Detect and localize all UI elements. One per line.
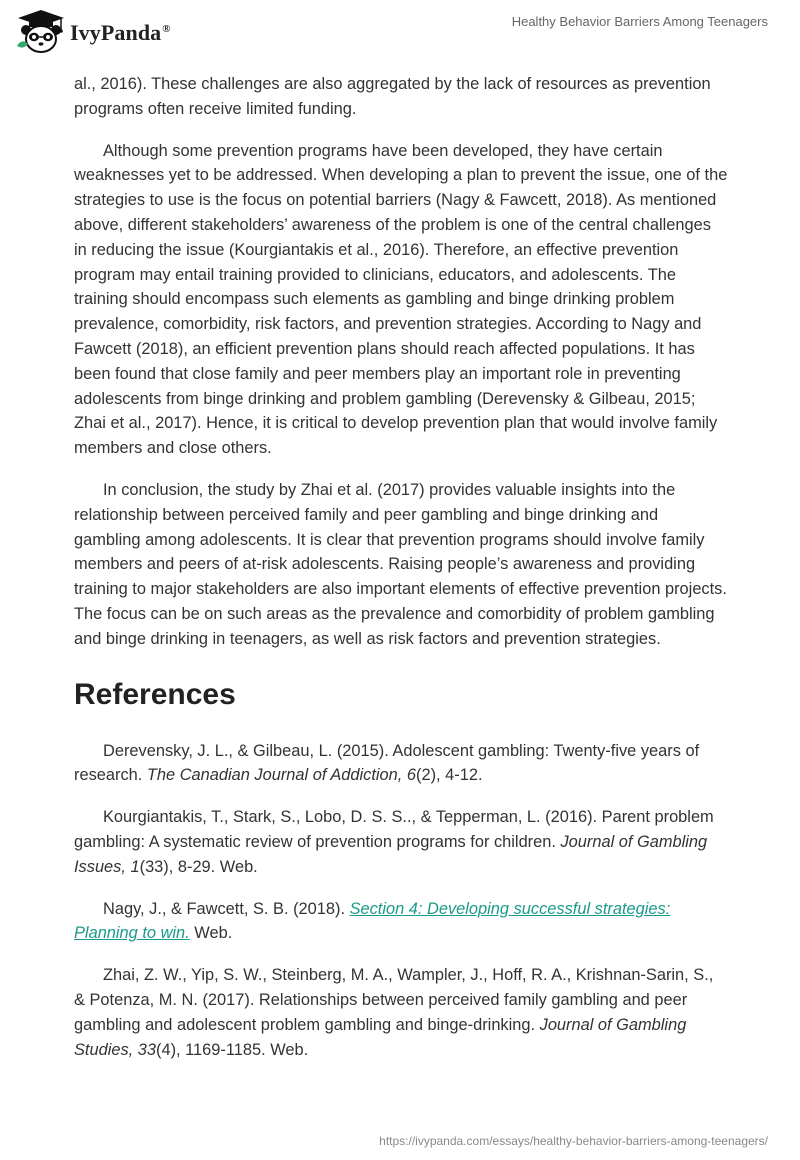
footer-url: https://ivypanda.com/essays/healthy-behavior-barriers-among-teenagers/ [379, 1134, 768, 1148]
references-heading: References [74, 677, 236, 711]
reference-link[interactable]: Section 4: Developing successful strategies: Planning to win. [74, 899, 671, 943]
ivypanda-logo[interactable] [14, 8, 171, 54]
paragraph-continuation: al., 2016). These challenges are also aggregated by the lack of resources as prevention programs often receive limited funding. [74, 75, 711, 118]
paragraph-conclusion: In conclusion, the study by Zhai et al. (2017) provides valuable insights into the relationship between perceived family and peer gambling and binge drinking and gambling among adolescents. It is clear that prevention programs should involve family members and peers of at-risk adolescents. Raising people’s awareness and providing training to major stakeholders are also important elements of effective prevention projects. The focus can be on such areas as the prevalence and comorbidity of problem gambling and binge drinking in teenagers, as well as risk factors and prevention strategies. [74, 480, 727, 648]
page-header [0, 0, 800, 60]
reference-item: Nagy, J., & Fawcett, S. B. (2018). Section 4: Developing successful strategies: Planning to win. Web. [74, 899, 671, 943]
essay-content [74, 72, 728, 1079]
document-title: Healthy Behavior Barriers Among Teenagers [511, 14, 768, 29]
journal-title: Journal of Gambling Issues, 1 [74, 832, 708, 876]
brand-name: IvyPanda® [70, 20, 171, 45]
reference-item: Derevensky, J. L., & Gilbeau, L. (2015). Adolescent gambling: Twenty-five years of research. The Canadian Journal of Addiction, 6(2), 4-12. [74, 741, 700, 785]
paragraph-prevention-programs: Although some prevention programs have been developed, they have certain weaknesses yet to be addressed. When developing a plan to prevent the issue, one of the strategies to use is the focus on potential barriers (Nagy & Fawcett, 2018). As mentioned above, different stakeholders’ awareness of the problem is one of the central challenges in reducing the issue (Kourgiantakis et al., 2016). Therefore, an effective prevention program may entail training provided to clinicians, educators, and adolescents. The training should encompass such elements as gambling and binge drinking problem prevalence, comorbidity, risk factors, and prevention strategies. According to Nagy and Fawcett (2018), an efficient prevention plans should reach affected populations. It has been found that close family and peer members play an important role in preventing adolescents from binge drinking and problem gambling (Derevensky & Gilbeau, 2015; Zhai et al., 2017). Hence, it is critical to develop prevention plan that would involve family members and close others. [74, 141, 728, 458]
reference-item: Zhai, Z. W., Yip, S. W., Steinberg, M. A., Wampler, J., Hoff, R. A., Krishnan-Sarin, S., & Potenza, M. N. (2017). Relationships between perceived family gambling and peer gambling and adolescent problem gambling and binge-drinking. Journal of Gambling Studies, 33(4), 1169-1185. Web. [74, 966, 714, 1059]
journal-title: Journal of Gambling Studies, 33 [74, 1015, 687, 1059]
journal-title: The Canadian Journal of Addiction, 6 [146, 766, 416, 785]
reference-item: Kourgiantakis, T., Stark, S., Lobo, D. S. S.., & Tepperman, L. (2016). Parent problem gambling: A systematic review of prevention programs for children. Journal of Gambling Issues, 1(33), 8-29. Web. [74, 808, 714, 876]
panda-graduate-icon [14, 8, 68, 54]
